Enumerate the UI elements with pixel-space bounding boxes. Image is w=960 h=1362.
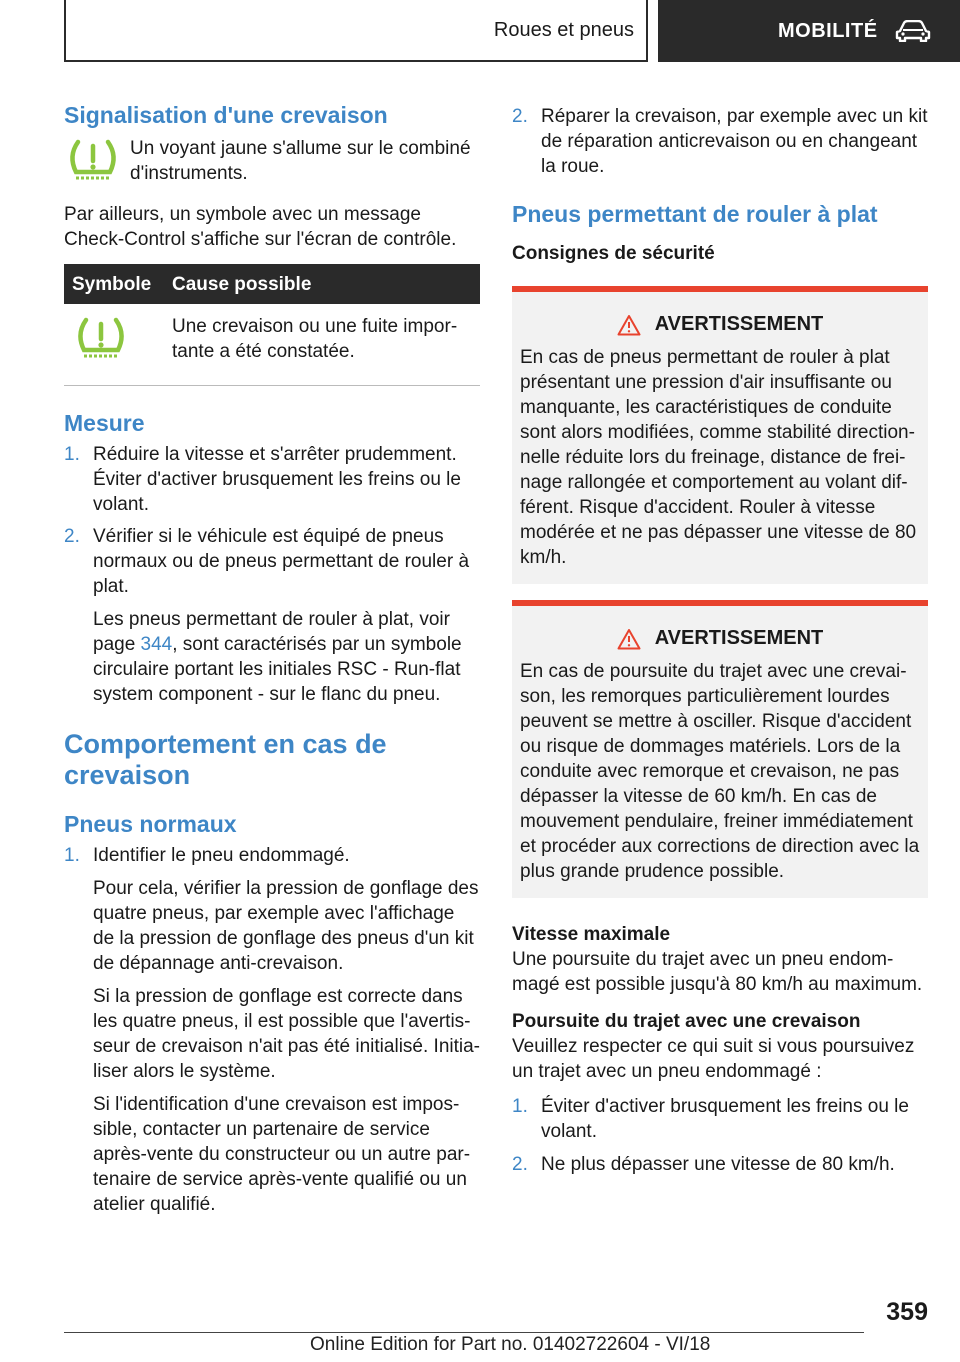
normal-tires-heading: Pneus normaux <box>64 811 237 837</box>
list-text: Réparer la crevaison, par exemple avec un kit de réparation anticrevaison ou en changeant la roue. <box>541 106 928 177</box>
repair-list <box>512 104 928 179</box>
rsc-paragraph <box>93 607 480 707</box>
normal-tires-list <box>64 843 480 1217</box>
continue-list <box>512 1094 928 1177</box>
list-text: Réduire la vitesse et s'arrêter prudemment. Éviter d'activer brusquement les freins ou le volant. <box>93 444 461 515</box>
lamp-description: Un voyant jaune s'allume sur le combiné d'instruments. <box>130 138 471 184</box>
list-item <box>64 524 480 707</box>
continue-text: Veuillez respecter ce qui suit si vous poursuivez un trajet avec un pneu endommagé : <box>512 1036 915 1082</box>
warning-title-text: AVERTISSEMENT <box>654 627 824 649</box>
list-text: Éviter d'activer brusquement les freins ou le volant. <box>541 1096 909 1142</box>
warning-title <box>520 312 920 337</box>
list-text: Si l'identification d'une crevaison est impos-sible, contacter un partenaire de service après-vente du constructeur ou un autre par-tenaire de service après-vente qualifié ou un atelier qualifié. <box>93 1094 471 1215</box>
table-header-symbol: Symbole <box>64 264 164 304</box>
car-icon <box>894 20 932 42</box>
list-text: Si la pression de gonflage est correcte dans les quatre pneus, il est possible que l'avertis-seur de crevaison n'ait pas été initialisé. Initia-liser alors le système. <box>93 986 480 1082</box>
list-item <box>64 442 480 517</box>
page-link[interactable]: 344 <box>140 634 173 655</box>
header-chapter-title: MOBILITÉ <box>778 19 878 42</box>
behaviour-heading: Comportement en cas de crevaison <box>64 729 387 790</box>
tire-pressure-warning-icon <box>72 314 130 360</box>
warning-triangle-icon <box>617 628 641 650</box>
header-section-box <box>64 0 648 62</box>
symbol-table <box>64 264 480 386</box>
right-column <box>512 100 928 1177</box>
warning-triangle-icon <box>617 314 641 336</box>
warning-text: En cas de poursuite du trajet avec une crevai-son, les remorques particulièrement lourdes peuvent se mettre à osciller. Risque d'accident ou risque de dommages matériels. Lors de la conduite avec remorque et crevaison, ne pas dépasser la vitesse de 60 km/h. En cas de mouvement pendulaire, freiner immédiatement et procéder aux corrections de direction avec la plus grande prudence possible. <box>520 661 920 882</box>
max-speed-heading: Vitesse maximale <box>512 924 671 945</box>
header-chapter-box <box>658 0 960 62</box>
page-number: 359 <box>886 1298 928 1326</box>
mesure-list <box>64 442 480 707</box>
list-number: 2. <box>512 1154 528 1175</box>
continue-heading: Poursuite du trajet avec une crevaison <box>512 1011 861 1032</box>
footer-edition: Online Edition for Part no. 01402722604 - VI/18 <box>310 1334 711 1355</box>
warning-box <box>512 600 928 898</box>
mesure-heading: Mesure <box>64 410 145 436</box>
table-cell-cause: Une crevaison ou une fuite impor-tante a été constatée. <box>164 304 480 386</box>
table-row <box>64 304 480 386</box>
tire-pressure-warning-icon <box>64 136 130 189</box>
max-speed-text: Une poursuite du trajet avec un pneu endom-magé est possible jusqu'à 80 km/h au maximum. <box>512 949 923 995</box>
table-cell-symbol <box>64 304 164 386</box>
rsc-text-before: Les pneus permettant de rouler à plat, voir page <box>93 609 450 655</box>
flat-detection-heading: Signalisation d'une crevaison <box>64 102 388 128</box>
left-column <box>64 100 480 1217</box>
list-number: 1. <box>512 1096 528 1117</box>
rsc-text-after: , sont caractérisés par un symbole circulaire portant les initiales RSC - Run-flat system component - sur le flanc du pneu. <box>93 634 462 705</box>
list-text: Pour cela, vérifier la pression de gonflage des quatre pneus, par exemple avec l'affichage de la pression de gonflage des pneus d'un kit de dépannage anti-crevaison. <box>93 878 479 974</box>
list-number: 2. <box>512 106 528 127</box>
runflat-heading: Pneus permettant de rouler à plat <box>512 201 878 227</box>
warning-box <box>512 286 928 584</box>
list-item <box>512 104 928 179</box>
list-number: 2. <box>64 526 80 547</box>
warning-title-text: AVERTISSEMENT <box>654 313 824 335</box>
warning-title <box>520 626 920 651</box>
list-item <box>64 843 480 1217</box>
table-header-cause: Cause possible <box>164 264 480 304</box>
safety-heading: Consignes de sécurité <box>512 243 715 264</box>
list-number: 1. <box>64 845 80 866</box>
lamp-row <box>64 136 480 189</box>
list-item <box>512 1094 928 1144</box>
check-control-paragraph: Par ailleurs, un symbole avec un message Check-Control s'affiche sur l'écran de contrôle. <box>64 204 457 250</box>
list-text: Ne plus dépasser une vitesse de 80 km/h. <box>541 1154 895 1175</box>
list-item <box>512 1152 928 1177</box>
header-section-title: Roues et pneus <box>493 18 634 41</box>
list-number: 1. <box>64 444 80 465</box>
warning-text: En cas de pneus permettant de rouler à plat présentant une pression d'air insuffisante ou manquante, les caractéristiques de conduite sont alors modifiées, comme stabilité direction-nelle réduite lors du freinage, distance de frei-nage rallongée et comportement au volant dif-férent. Risque d'accident. Rouler à vitesse modérée et ne pas dépasser une vitesse de 80 km/h. <box>520 347 917 568</box>
list-text: Vérifier si le véhicule est équipé de pneus normaux ou de pneus permettant de rouler à plat. <box>93 526 470 597</box>
list-text: Identifier le pneu endommagé. <box>93 845 350 866</box>
